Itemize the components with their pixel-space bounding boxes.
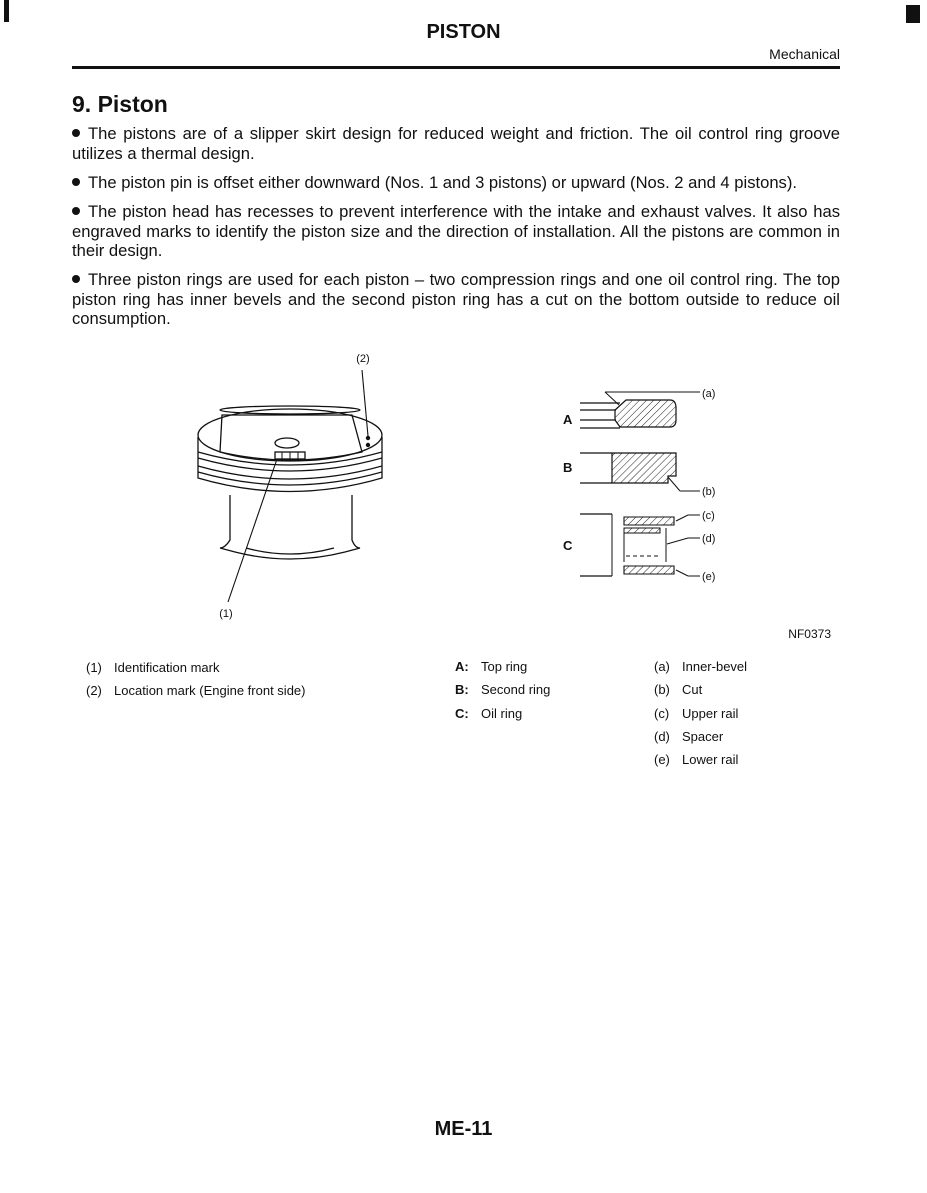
callout-c: (c) <box>702 510 715 522</box>
bullet-icon <box>72 129 80 137</box>
ring-b <box>580 453 700 491</box>
legend-item: (e) Lower rail <box>654 752 739 768</box>
legend-item: (d) Spacer <box>654 728 724 744</box>
legend-item: (a) Inner-bevel <box>654 659 748 674</box>
callout-a: (a) <box>702 388 716 400</box>
callout-d: (d) <box>702 533 716 545</box>
legend-item: (1) Identification mark <box>86 660 220 675</box>
ring-a <box>580 392 700 428</box>
callout-e: (e) <box>702 571 716 583</box>
ring-label-c: C <box>563 538 573 553</box>
ring-c <box>580 514 700 576</box>
piston-figure <box>180 350 740 630</box>
paragraph: Three piston rings are used for each piston – two compression rings and one oil control ring. The top piston ring has inner bevels and the second piston ring has a cut on the bottom outside to reduce oil consumption. <box>72 270 840 328</box>
paragraph: The piston head has recesses to prevent interference with the intake and exhaust valves. It also has engraved marks to identify the piston size and the direction of installation. All the pistons are common in their design. <box>72 202 840 260</box>
legend-item: (2) Location mark (Engine front side) <box>86 683 306 699</box>
legend-item: C: Oil ring <box>455 705 523 721</box>
ring-label-b: B <box>563 460 573 475</box>
section-heading: 9. Piston <box>72 91 168 117</box>
location-mark <box>366 436 370 440</box>
bullet-icon <box>72 207 80 215</box>
legend-item: A: Top ring <box>455 659 528 674</box>
bullet-icon <box>72 178 80 186</box>
paragraph: The piston pin is offset either downward (Nos. 1 and 3 pistons) or upward (Nos. 2 and 4 pistons). <box>72 173 840 193</box>
legend-item: (c) Upper rail <box>654 705 739 721</box>
legend-item: (b) Cut <box>654 682 703 698</box>
paragraph: The pistons are of a slipper skirt design for reduced weight and friction. The oil control ring groove utilizes a thermal design. <box>72 124 840 163</box>
page-number: ME-11 <box>434 1118 493 1140</box>
margin-bar <box>4 0 9 22</box>
header-rule <box>72 66 840 69</box>
legend-rings <box>455 655 550 725</box>
section-tag: Mechanical <box>769 46 840 62</box>
legend-item: B: Second ring <box>455 682 551 698</box>
legend-marks <box>86 656 305 703</box>
callout-2: (2) <box>356 353 370 365</box>
legend-parts <box>654 655 747 771</box>
ring-label-a: A <box>563 412 573 427</box>
page-title: PISTON <box>426 21 501 43</box>
figure-code: NF0373 <box>788 627 831 641</box>
bullet-icon <box>72 275 80 283</box>
piston-drawing <box>198 406 382 559</box>
callout-1: (1) <box>219 608 233 620</box>
callout-b: (b) <box>702 486 716 498</box>
